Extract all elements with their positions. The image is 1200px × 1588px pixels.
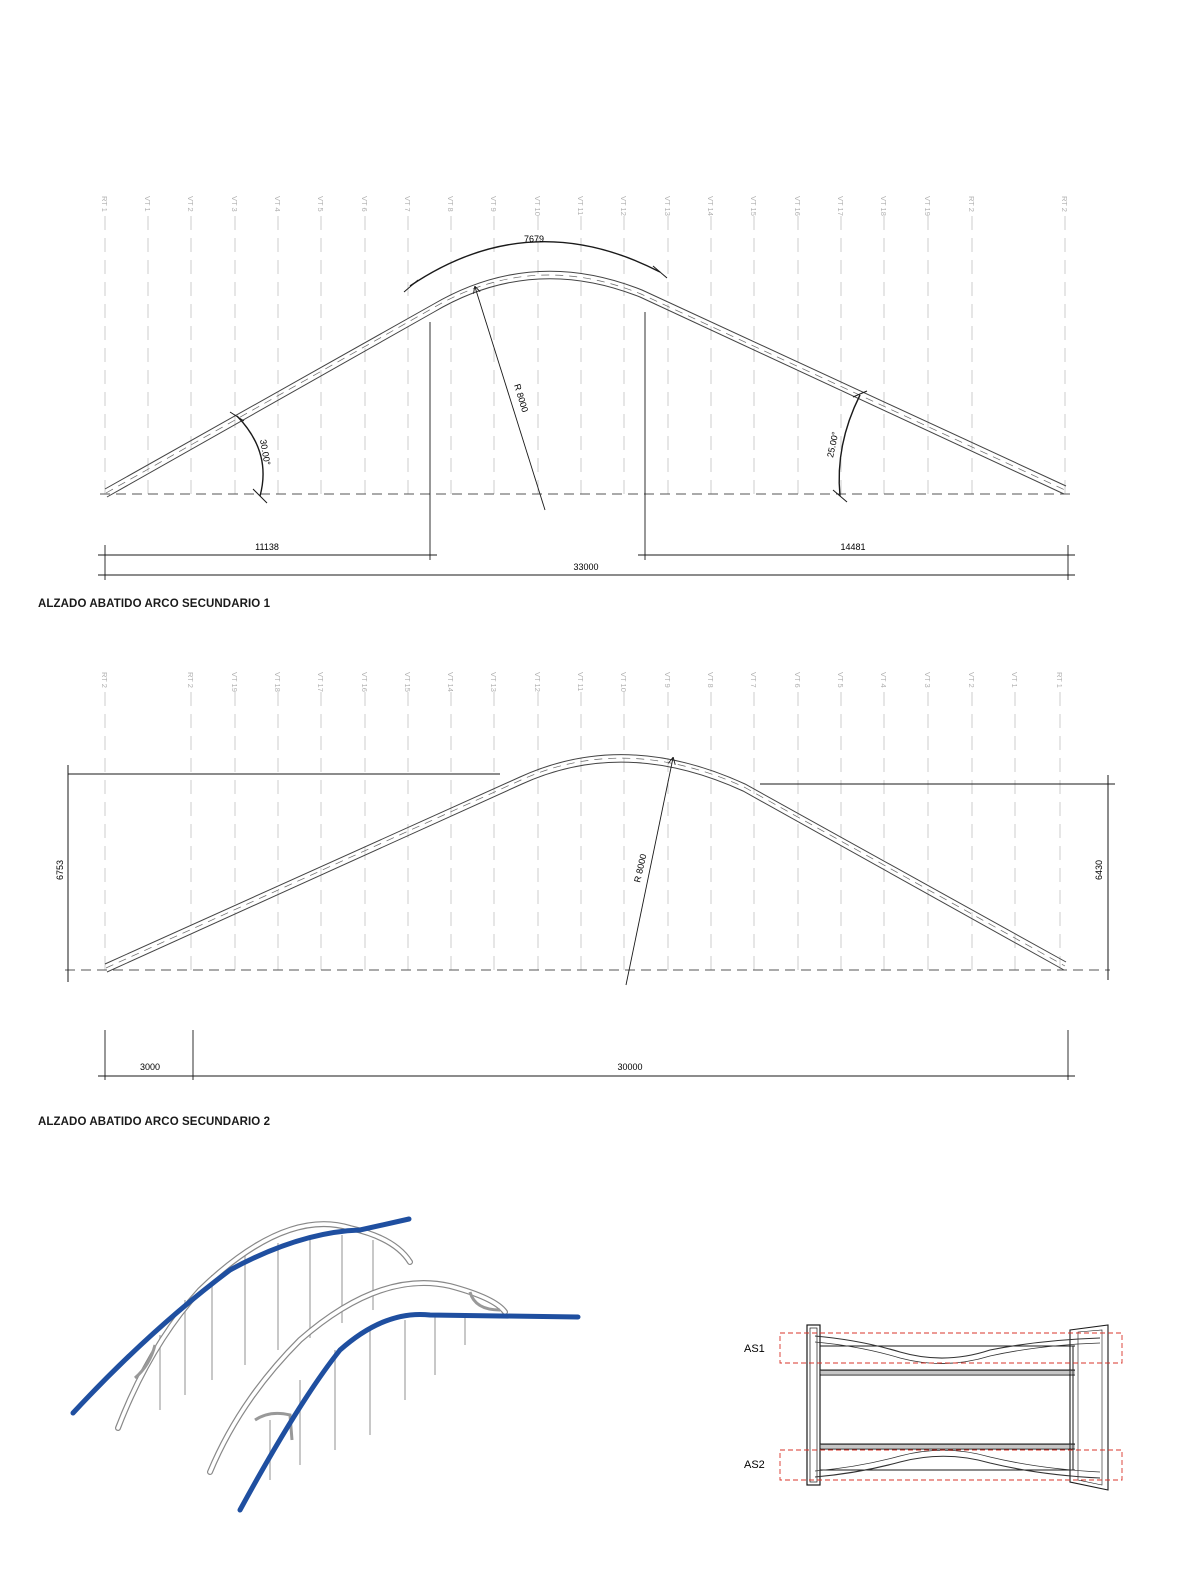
grid-label: RT 2 — [186, 672, 195, 688]
height-right-label: 6430 — [1094, 859, 1104, 880]
grid-label: RT 2 — [1060, 196, 1069, 212]
grid-label: VT 6 — [360, 196, 369, 212]
grid-lines-1 — [105, 216, 1065, 500]
grid-label: VT 17 — [836, 196, 845, 216]
grid-label: VT 10 — [619, 672, 628, 692]
grid-label: VT 10 — [533, 196, 542, 216]
key-plan — [744, 1325, 1122, 1490]
grid-label: VT 18 — [273, 672, 282, 692]
grid-label: VT 1 — [1010, 672, 1019, 688]
arch-2-outer — [105, 755, 1066, 964]
section-label-as1: AS1 — [744, 1343, 765, 1355]
arch-1-outer — [105, 271, 1066, 489]
span2-main-label: 30000 — [617, 1062, 643, 1072]
height-left-label: 6753 — [55, 859, 65, 880]
radius-label-2: R 8000 — [632, 852, 649, 884]
grid-lines-2 — [105, 692, 1060, 975]
grid-labels-2 — [100, 672, 1064, 692]
secondary-arch-2-highlight — [240, 1314, 578, 1510]
arch-1-centerline — [106, 275, 1065, 493]
grid-label: VT 17 — [316, 672, 325, 692]
arch-2-inner — [107, 762, 1064, 972]
grid-label: VT 2 — [967, 672, 976, 688]
plan-secondary-arch-2 — [815, 1456, 1100, 1478]
span-left-label: 11138 — [255, 542, 279, 552]
grid-labels-1 — [100, 196, 1069, 216]
grid-label: VT 11 — [576, 196, 585, 216]
grid-label: VT 5 — [316, 196, 325, 212]
grid-label: RT 1 — [1055, 672, 1064, 688]
grid-label: VT 12 — [619, 196, 628, 216]
grid-label: VT 12 — [533, 672, 542, 692]
grid-label: VT 3 — [923, 672, 932, 688]
grid-label: VT 14 — [446, 672, 455, 692]
grid-label: RT 2 — [100, 672, 109, 688]
secondary-arch-1-highlight — [73, 1219, 409, 1413]
arch-2-centerline — [106, 758, 1065, 968]
grid-label: VT 16 — [360, 672, 369, 692]
grid-label: VT 9 — [663, 672, 672, 688]
elevation-1 — [98, 196, 1075, 580]
angle-label-right: 25.00° — [825, 430, 841, 459]
arch-1-inner — [107, 279, 1064, 497]
grid-label: VT 3 — [230, 196, 239, 212]
grid-label: VT 14 — [706, 196, 715, 216]
grid-label: RT 1 — [100, 196, 109, 212]
grid-label: VT 8 — [706, 672, 715, 688]
grid-label: VT 19 — [923, 196, 932, 216]
elevation-2-title: ALZADO ABATIDO ARCO SECUNDARIO 2 — [38, 1116, 271, 1128]
grid-label: VT 19 — [230, 672, 239, 692]
grid-label: VT 4 — [273, 196, 282, 212]
grid-label: VT 9 — [489, 196, 498, 212]
grid-label: VT 2 — [186, 196, 195, 212]
angle-arc-left — [237, 416, 263, 496]
grid-label: VT 13 — [489, 672, 498, 692]
grid-label: VT 11 — [576, 672, 585, 692]
section-label-as2: AS2 — [744, 1459, 765, 1471]
grid-label: VT 1 — [143, 196, 152, 212]
grid-label: VT 15 — [403, 672, 412, 692]
span-total-label: 33000 — [573, 562, 599, 572]
grid-label: VT 13 — [663, 196, 672, 216]
grid-label: VT 4 — [879, 672, 888, 688]
grid-label: VT 18 — [879, 196, 888, 216]
grid-label: VT 7 — [403, 196, 412, 212]
grid-label: VT 8 — [446, 196, 455, 212]
elevation-1-title: ALZADO ABATIDO ARCO SECUNDARIO 1 — [38, 598, 271, 610]
angle-arc-right — [839, 395, 860, 496]
arc-length-label: 7679 — [523, 234, 545, 244]
grid-label: VT 7 — [749, 672, 758, 688]
elevation-2 — [55, 672, 1115, 1080]
grid-label: RT 2 — [967, 196, 976, 212]
span2-left-label: 3000 — [139, 1062, 161, 1072]
grid-label: VT 6 — [793, 672, 802, 688]
radius-label-1: R 8000 — [512, 382, 531, 414]
axonometric-view — [73, 1219, 578, 1510]
angle-label-left: 30.00° — [258, 438, 273, 467]
grid-label: VT 15 — [749, 196, 758, 216]
span-right-label: 14481 — [840, 542, 866, 552]
radius-line-1 — [475, 287, 545, 510]
grid-label: VT 16 — [793, 196, 802, 216]
grid-label: VT 5 — [836, 672, 845, 688]
radius-line-2 — [626, 758, 673, 985]
plan-secondary-arch-1 — [815, 1336, 1100, 1358]
